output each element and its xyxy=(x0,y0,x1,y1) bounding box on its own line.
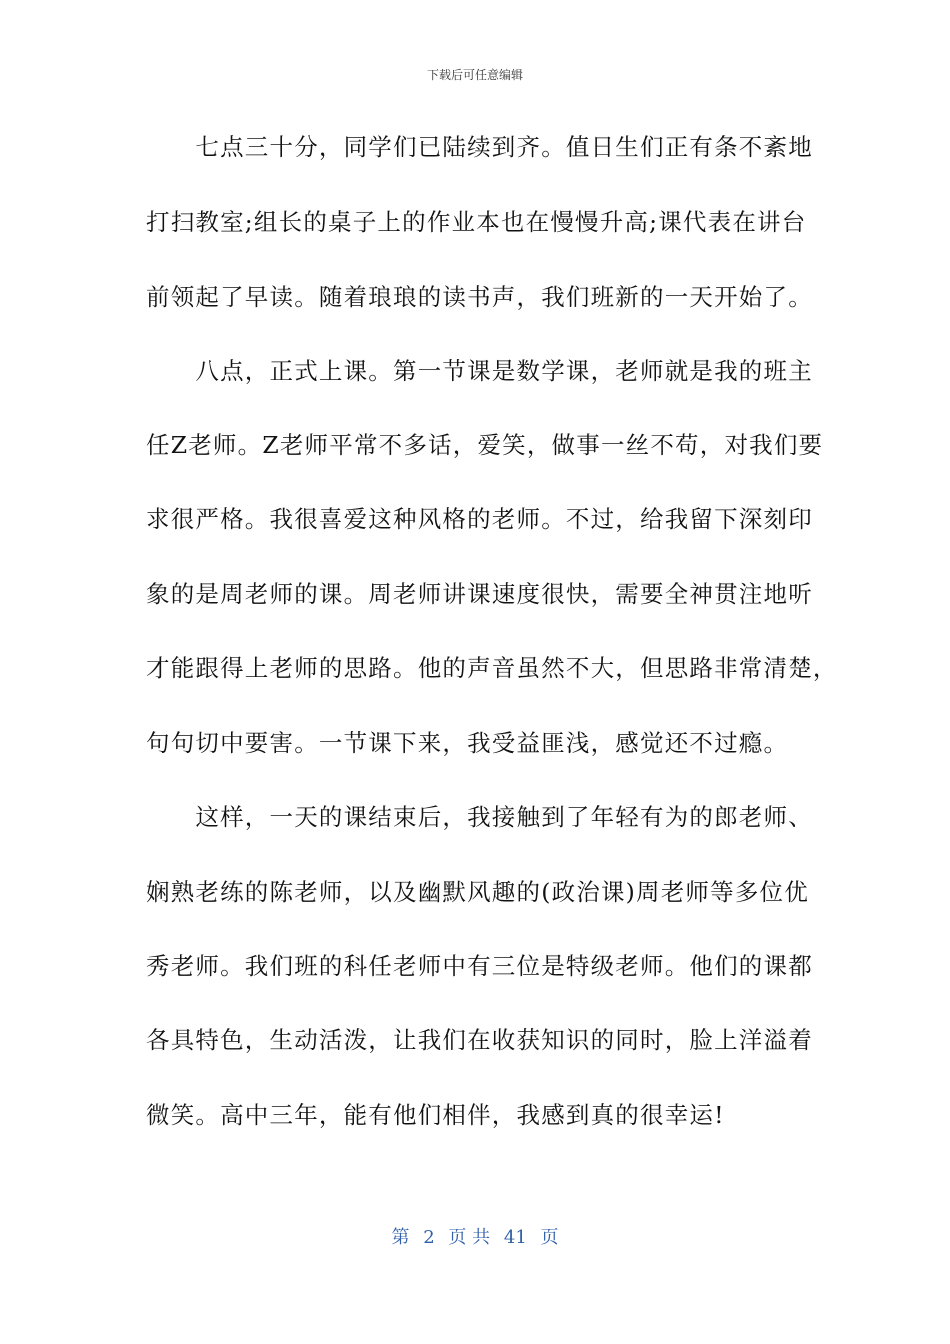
text-line: 微笑。高中三年，能有他们相伴，我感到真的很幸运! xyxy=(146,1101,725,1129)
text-line: 七点三十分，同学们已陆续到齐。值日生们正有条不紊地 xyxy=(146,133,813,161)
text-line: 秀老师。我们班的科任老师中有三位是特级老师。他们的课都 xyxy=(146,952,813,980)
footer-page-number: 2 xyxy=(423,1227,435,1248)
footer-suffix: 页 xyxy=(540,1227,559,1248)
text-line: 前领起了早读。随着琅琅的读书声，我们班新的一天开始了。 xyxy=(146,283,813,311)
text-line: 任Z老师。Z老师平常不多话，爱笑，做事一丝不苟，对我们要 xyxy=(146,431,824,459)
text-line: 打扫教室;组长的桌子上的作业本也在慢慢升高;课代表在讲台 xyxy=(146,208,807,236)
text-line: 求很严格。我很喜爱这种风格的老师。不过，给我留下深刻印 xyxy=(146,505,813,533)
text-line: 各具特色，生动活泼，让我们在收获知识的同时，脸上洋溢着 xyxy=(146,1026,813,1054)
text-line: 八点，正式上课。第一节课是数学课，老师就是我的班主 xyxy=(146,357,813,385)
footer-mid: 页 共 xyxy=(448,1227,491,1248)
text-line: 这样，一天的课结束后，我接触到了年轻有为的郎老师、 xyxy=(146,803,813,831)
footer-prefix: 第 xyxy=(391,1227,410,1248)
header-note: 下载后可任意编辑 xyxy=(426,68,523,82)
footer-total-pages: 41 xyxy=(503,1227,527,1248)
text-line: 娴熟老练的陈老师，以及幽默风趣的(政治课)周老师等多位优 xyxy=(146,878,809,906)
page-footer xyxy=(0,1226,950,1250)
text-line: 象的是周老师的课。周老师讲课速度很快，需要全神贯注地听 xyxy=(146,580,813,608)
text-line: 才能跟得上老师的思路。他的声音虽然不大，但思路非常清楚， xyxy=(146,654,838,682)
text-line: 句句切中要害。一节课下来，我受益匪浅，感觉还不过瘾。 xyxy=(146,729,789,757)
